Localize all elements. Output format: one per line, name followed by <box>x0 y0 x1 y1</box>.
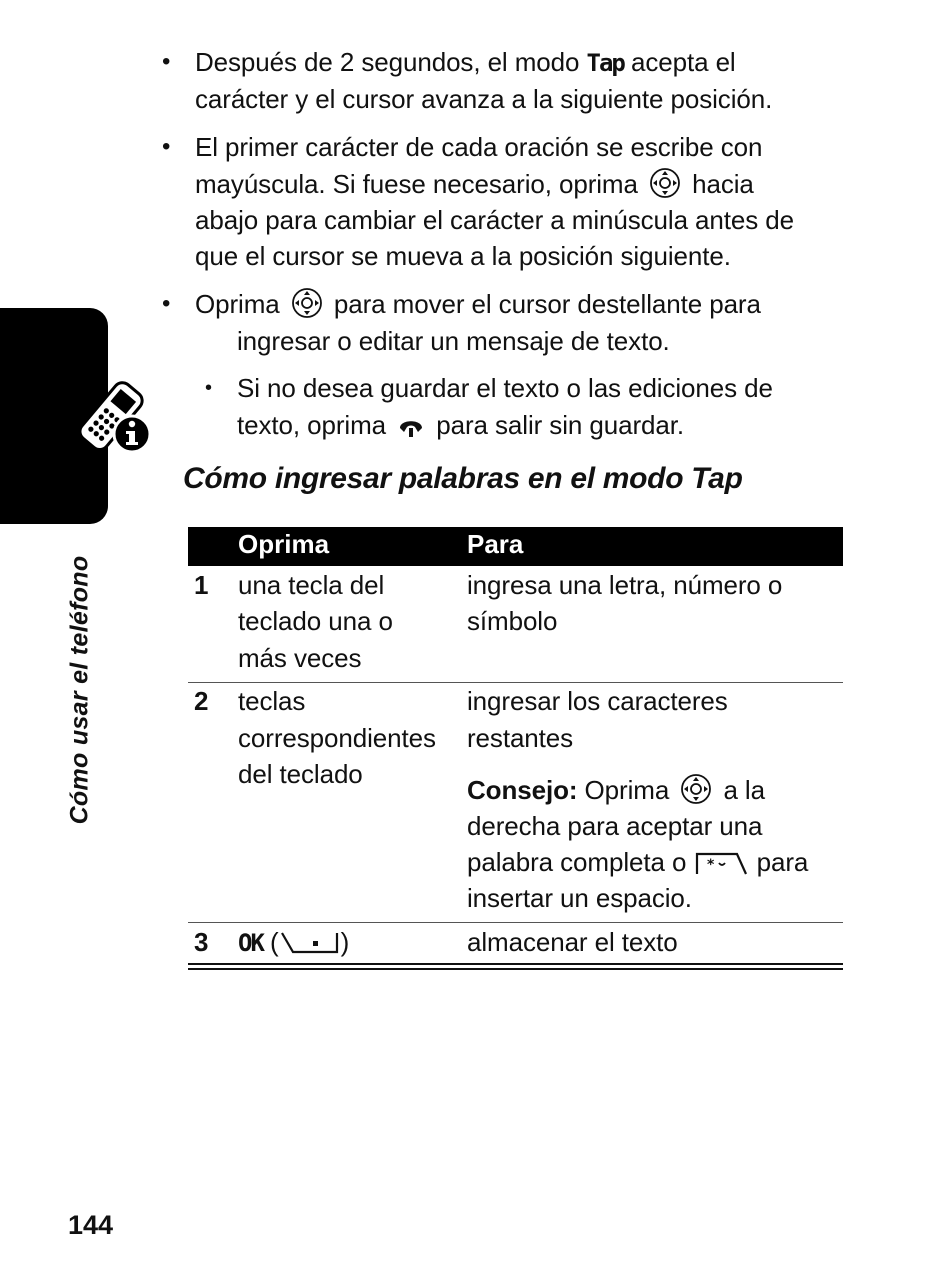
bullet-2-line-2 <box>195 166 754 203</box>
text: para salir sin guardar. <box>436 410 684 440</box>
bullet-2-line-1: El primer carácter de cada oración se escribe con <box>195 132 763 162</box>
bullet-2-line-4: que el cursor se mueva a la posición siguiente. <box>195 241 731 271</box>
column-header-oprima: Oprima <box>238 529 330 559</box>
text: ) <box>340 927 350 957</box>
row-1-to-line: símbolo <box>467 606 558 636</box>
bullet-4-line-1: Si no desea guardar el texto o las ediciones de <box>237 373 773 403</box>
step-number: 1 <box>194 570 209 600</box>
step-number: 3 <box>194 927 209 957</box>
nav-key-icon <box>291 287 323 319</box>
row-2-press-line: teclas <box>238 686 306 716</box>
row-2-press-line: correspondientes <box>238 723 436 753</box>
text: para mover el cursor destellante para <box>333 289 761 319</box>
text: hacia <box>692 169 754 199</box>
text: palabra completa o <box>467 847 687 877</box>
row-3-press <box>238 924 349 962</box>
table-bottom-rule <box>188 963 843 965</box>
step-number: 2 <box>194 686 209 716</box>
tip-line-4: insertar un espacio. <box>467 883 692 913</box>
tap-mode-label: Tap <box>586 49 624 77</box>
bullet-dot: • <box>162 290 171 317</box>
text: para <box>756 847 809 877</box>
text: acepta el <box>623 47 736 77</box>
text: ( <box>262 927 279 957</box>
bullet-2-line-3: abajo para cambiar el carácter a minúscula antes de <box>195 205 795 235</box>
section-heading: Cómo ingresar palabras en el modo Tap <box>183 462 743 495</box>
bullet-1-line-2: carácter y el cursor avanza a la siguiente posición. <box>195 84 773 114</box>
row-2-to-line: ingresar los caracteres <box>467 686 728 716</box>
bullet-dot: • <box>162 48 171 75</box>
row-2-to-line: restantes <box>467 723 574 753</box>
right-soft-key-icon <box>279 930 341 956</box>
bullet-3-line-1 <box>195 286 761 323</box>
tip-line-2: derecha para aceptar una <box>467 811 763 841</box>
row-1-press-line: más veces <box>238 643 362 673</box>
row-1-press-line: una tecla del <box>238 570 385 600</box>
text: texto, oprima <box>237 410 386 440</box>
star-key-icon <box>693 850 749 876</box>
svg-text:*: * <box>707 857 715 873</box>
table-row-divider <box>188 922 843 923</box>
text: mayúscula. Si fuese necesario, oprima <box>195 169 638 199</box>
row-1-press-line: teclado una o <box>238 606 393 636</box>
bullet-3-line-2: ingresar o editar un mensaje de texto. <box>237 326 670 356</box>
side-section-label: Cómo usar el teléfono <box>65 555 94 825</box>
tip-line-1 <box>467 772 765 809</box>
tip-line-3 <box>467 844 808 881</box>
row-2-press-line: del teclado <box>238 759 363 789</box>
nav-key-icon <box>680 773 712 805</box>
text: Después de 2 segundos, el modo <box>195 47 587 77</box>
bullet-4-line-2 <box>237 407 684 444</box>
bullet-dot: • <box>162 133 171 160</box>
bullet-1-line-1 <box>195 44 736 82</box>
tip-label: Consejo: <box>467 775 578 805</box>
end-key-icon <box>397 416 425 440</box>
phone-info-icon <box>64 372 164 462</box>
text: Oprima <box>577 775 670 805</box>
text: a la <box>723 775 765 805</box>
ok-label: OK <box>238 929 263 957</box>
page-number: 144 <box>68 1210 114 1240</box>
row-3-to-line: almacenar el texto <box>467 927 678 957</box>
nav-key-icon <box>649 167 681 199</box>
bullet-dot: • <box>205 377 213 399</box>
table-bottom-rule <box>188 968 843 970</box>
text: Oprima <box>195 289 280 319</box>
row-1-to-line: ingresa una letra, número o <box>467 570 783 600</box>
column-header-para: Para <box>467 529 524 559</box>
